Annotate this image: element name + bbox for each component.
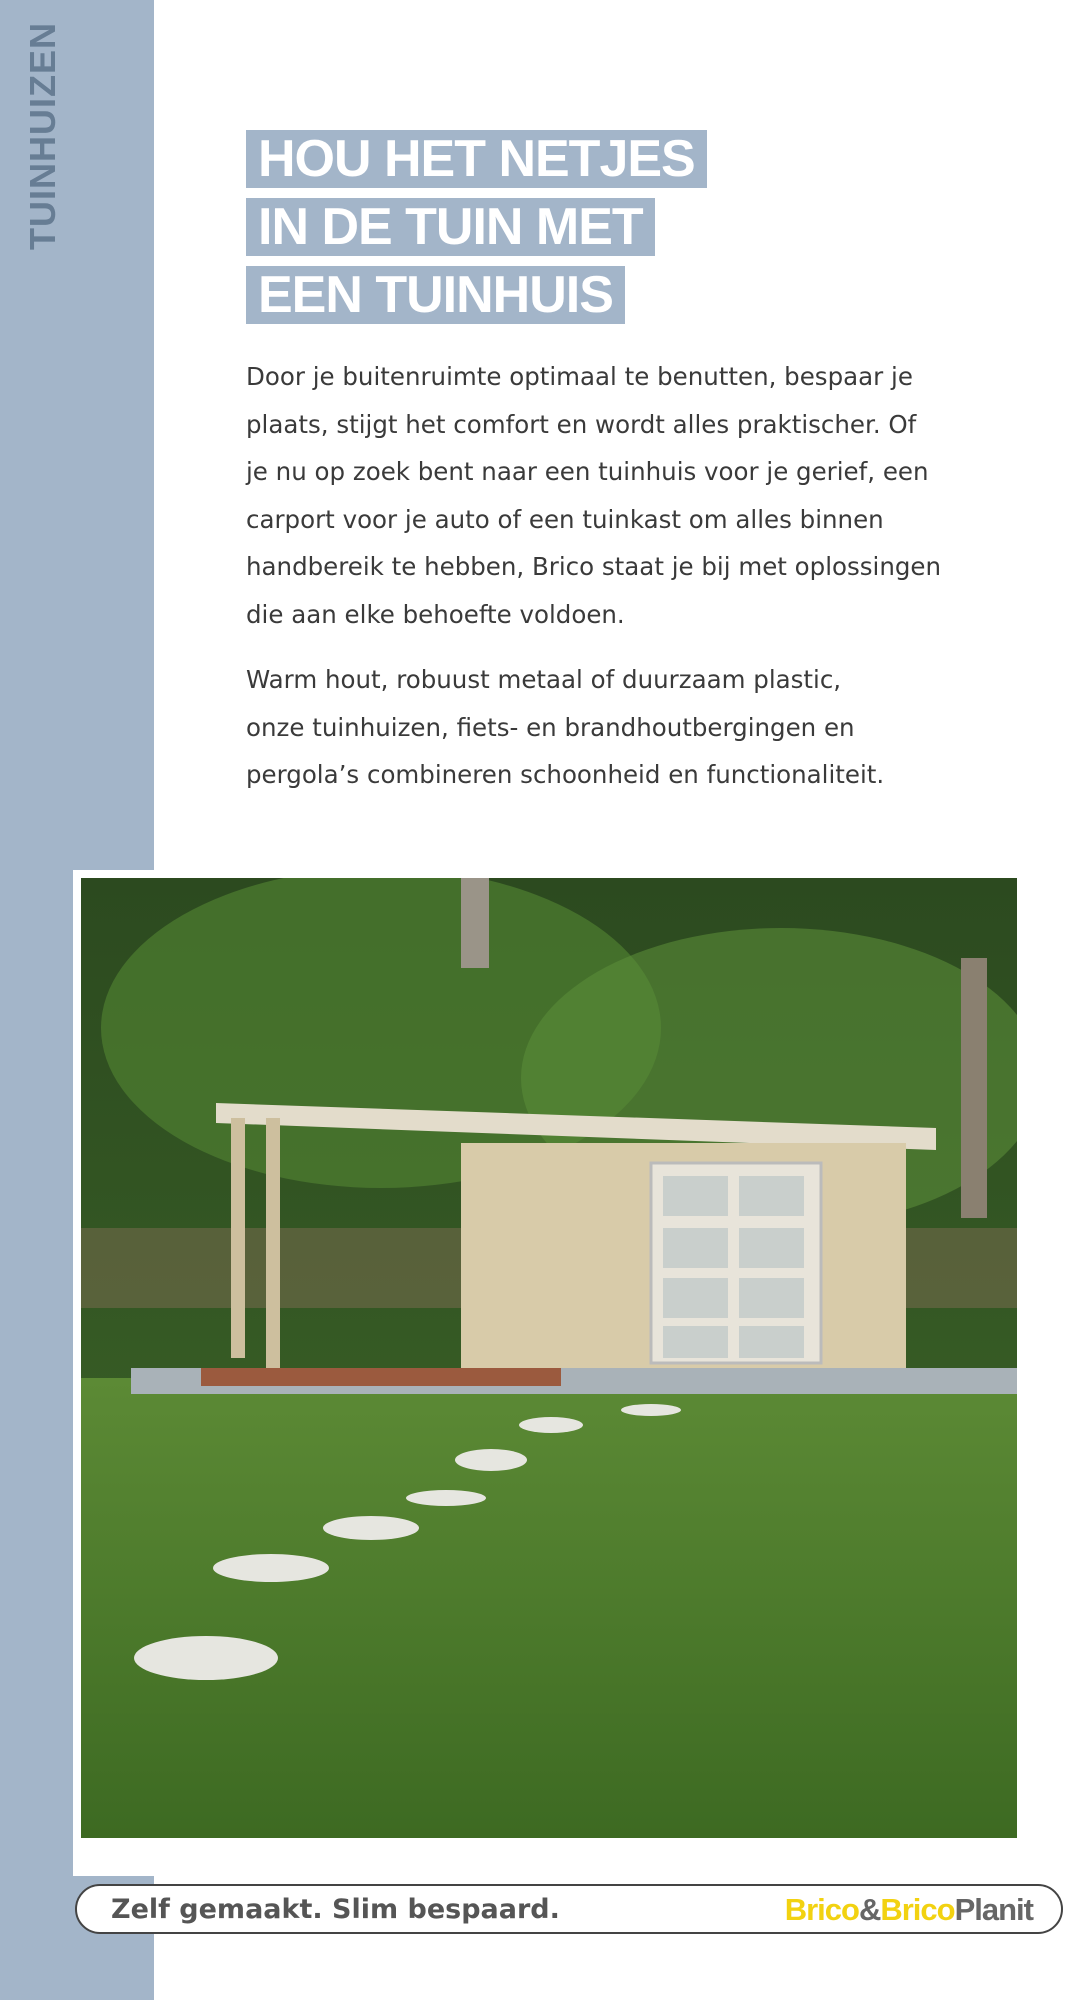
section-label: TUINHUIZEN	[22, 22, 63, 250]
headline-line-1: HOU HET NETJES	[246, 130, 707, 188]
text-line: handbereik te hebben, Brico staat je bij met oplossingen	[246, 552, 942, 581]
text-line: je nu op zoek bent naar een tuinhuis voor je gerief, een	[246, 457, 929, 486]
text-line: die aan elke behoefte voldoen.	[246, 599, 625, 629]
garden-shed-photo	[73, 870, 1035, 1876]
text-line: pergola’s combineren schoonheid en functionaliteit.	[246, 760, 885, 789]
footer-banner	[75, 1884, 1063, 1934]
text-line: plaats, stijgt het comfort en wordt alles praktischer. Of	[246, 409, 917, 439]
text-line: Warm hout, robuust metaal of duurzaam plastic,	[246, 665, 842, 694]
text-line: onze tuinhuizen, fiets- en brandhoutbergingen en	[246, 712, 855, 742]
footer-slogan: Zelf gemaakt. Slim bespaard.	[111, 1894, 560, 1925]
second-paragraph	[246, 656, 1046, 799]
text-line: Door je buitenruimte optimaal te benutten, bespaar je	[246, 362, 913, 391]
headline-line-2: IN DE TUIN MET	[246, 198, 655, 256]
headline-line-3: EEN TUINHUIS	[246, 266, 625, 324]
text-line: carport voor je auto of een tuinkast om alles binnen	[246, 504, 884, 534]
brico-planit-logo: Brico&BricoPlanit	[784, 1892, 1033, 1927]
intro-paragraph	[246, 353, 1046, 638]
